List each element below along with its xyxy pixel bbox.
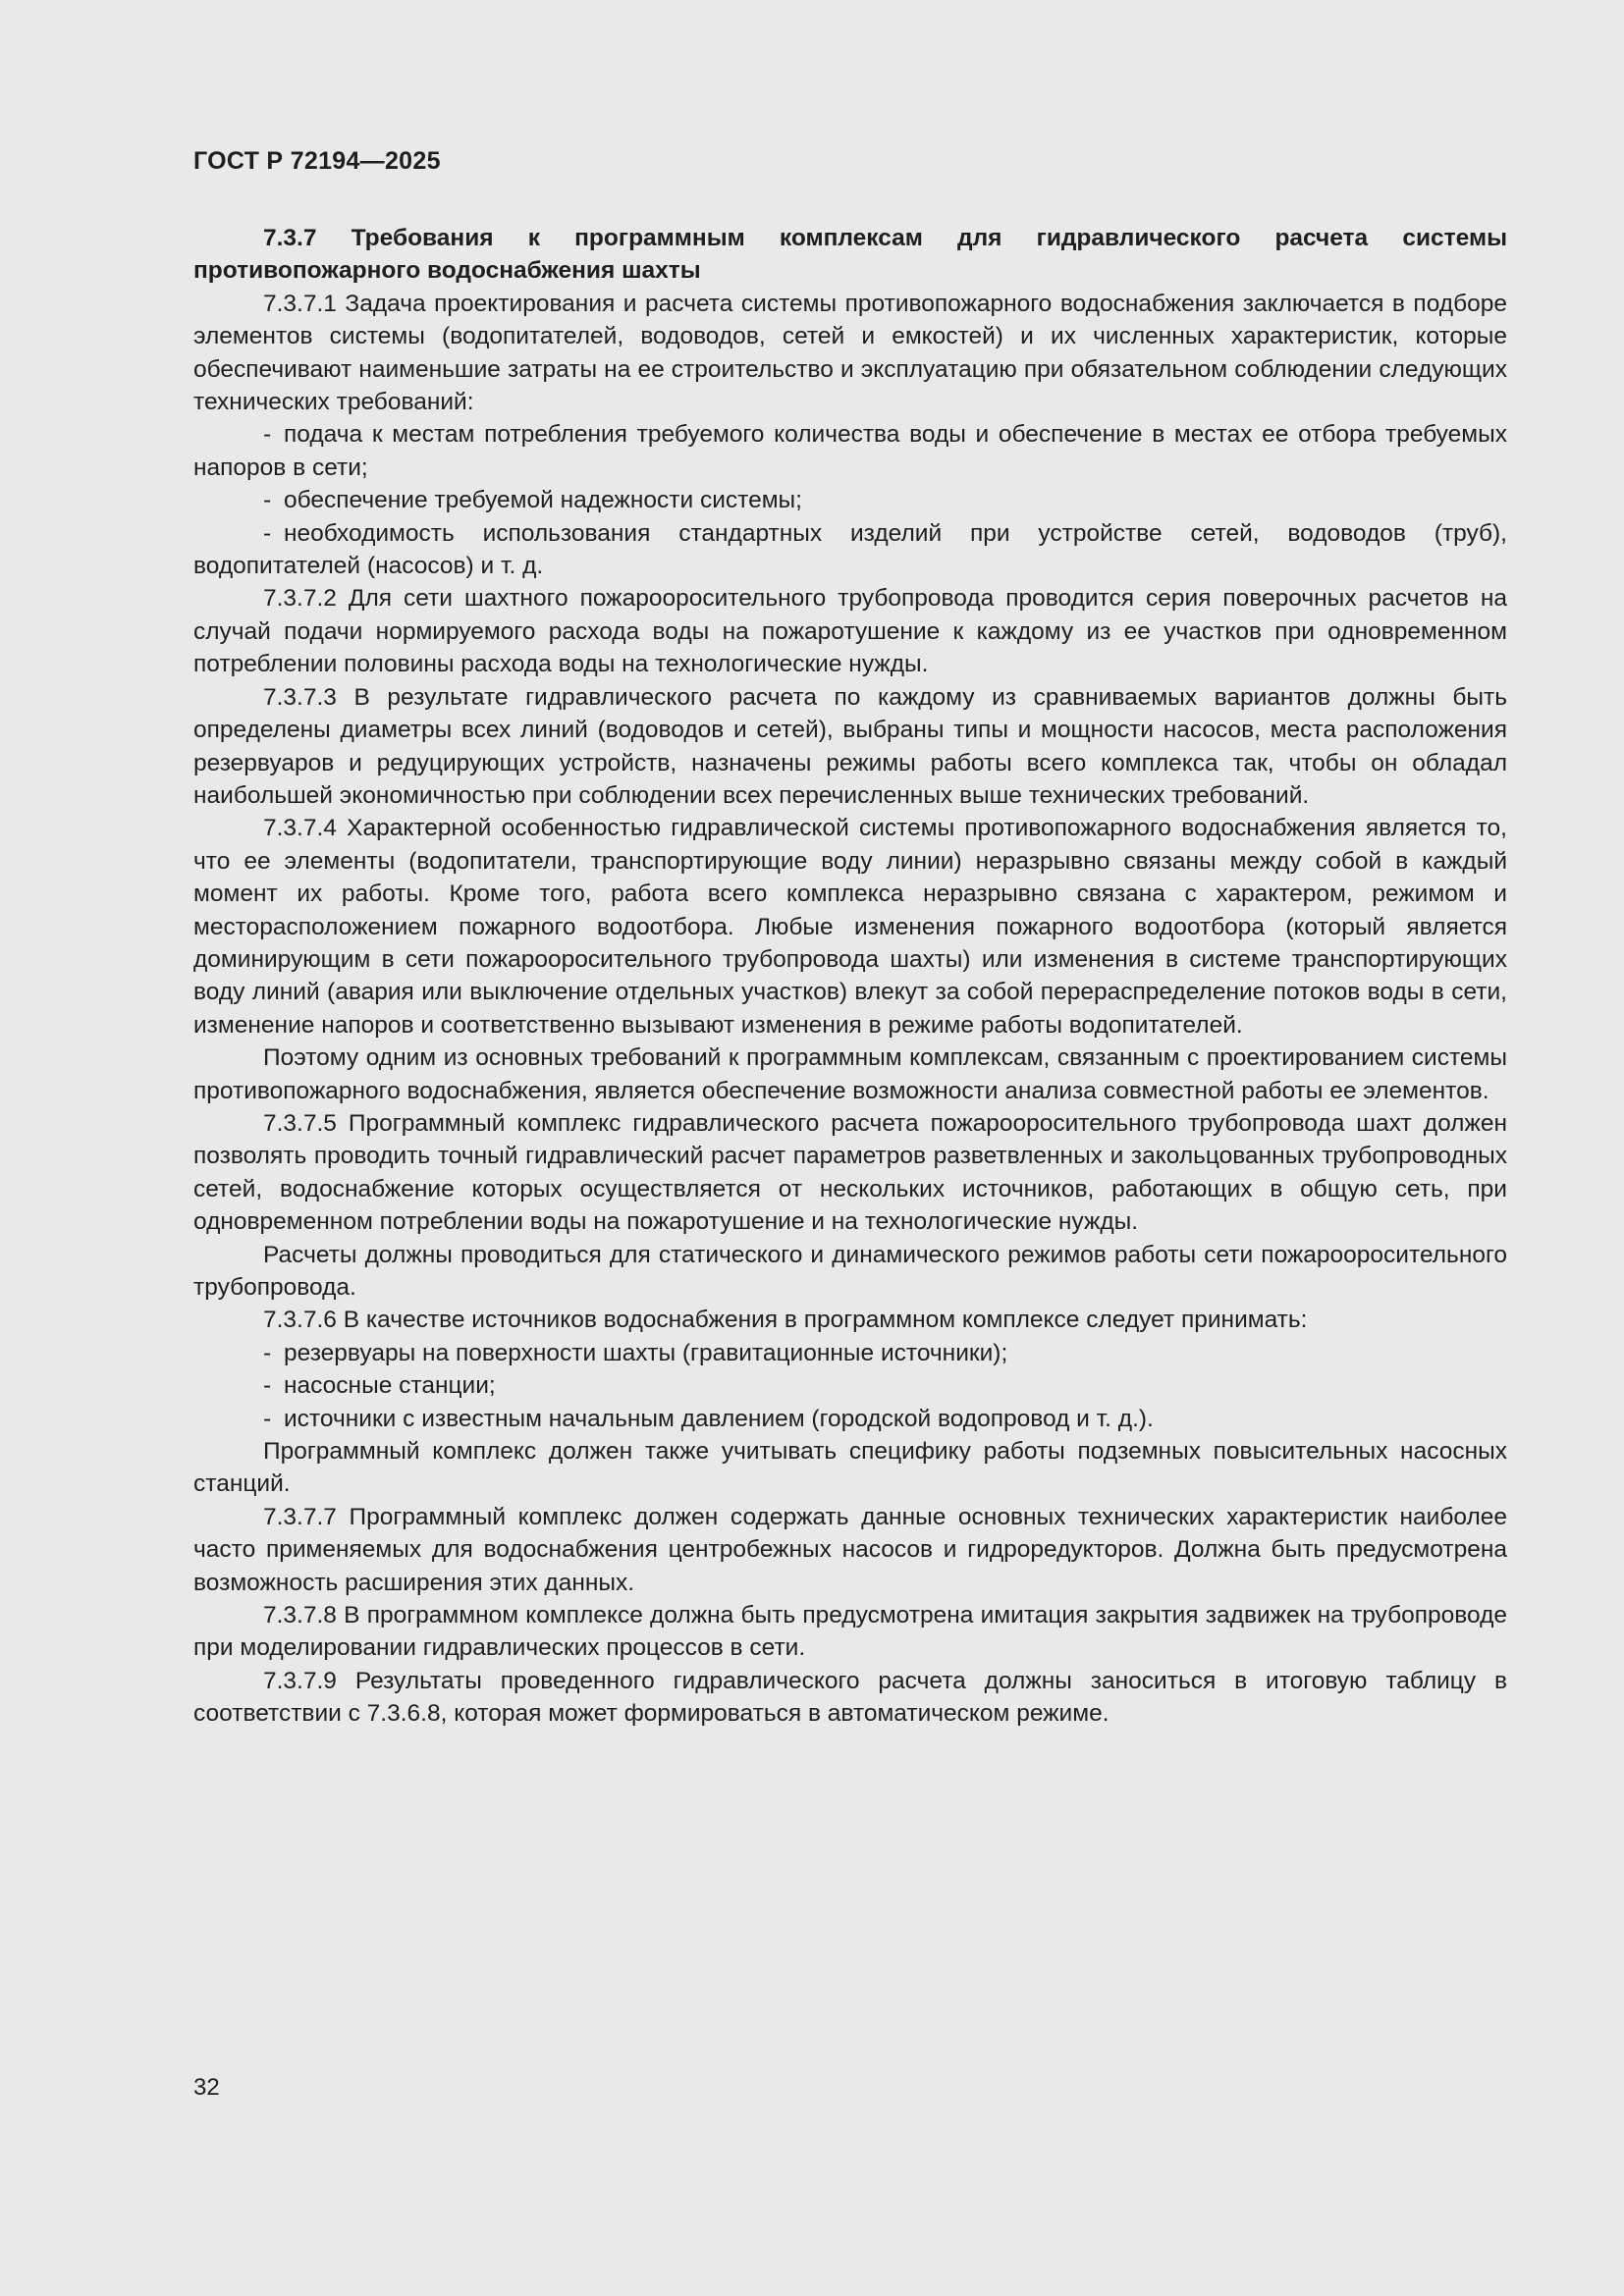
list-item-text: обеспечение требуемой надежности системы; (284, 487, 802, 514)
paragraph: 7.3.7.4 Характерной особенностью гидравлической системы противопожарного водоснабжения является то, что ее элементы (водопитатели, транспортирующие воду линии) неразрывно связаны между собой в каждый момент их работы. Кроме того, работа всего комплекса неразрывно связана с характером, режимом и месторасположением пожарного водоотбора. Любые изменения пожарного водоотбора (который является доминирующим в сети пожарооросительного трубопровода шахты) или изменения в системе транспортирующих воду линий (авария или выключение отдельных участков) влекут за собой перераспределение потоков воды в сети, изменение напоров и соответственно вызывают изменения в режиме работы водопитателей. (193, 815, 1507, 1039)
page-number: 32 (193, 2074, 220, 2101)
dash-marker: - (263, 1339, 272, 1366)
paragraph: 7.3.7.6 В качестве источников водоснабжения в программном комплексе следует принимать: (263, 1307, 1308, 1334)
document-body (193, 222, 1507, 1731)
list-item-text: подача к местам потребления требуемого количества воды и обеспечение в местах ее отбора требуемых напоров в сети; (193, 421, 1507, 481)
paragraph: 7.3.7.1 Задача проектирования и расчета системы противопожарного водоснабжения заключается в подборе элементов системы (водопитателей, водоводов, сетей и емкостей) и их численных характеристик, которые обеспечивают наименьшие затраты на ее строительство и эксплуатацию при обязательном соблюдении следующих технических требований: (193, 290, 1507, 416)
list-item-text: резервуары на поверхности шахты (гравитационные источники); (284, 1339, 1008, 1366)
list-item (193, 1369, 1507, 1402)
dash-marker: - (263, 421, 272, 449)
list-item (193, 484, 1507, 516)
paragraph: Программный комплекс должен также учитывать специфику работы подземных повысительных насосных станций. (193, 1438, 1507, 1498)
list-item (193, 1337, 1507, 1369)
list-item-text: насосные станции; (284, 1372, 496, 1400)
paragraph: 7.3.7.5 Программный комплекс гидравлического расчета пожарооросительного трубопровода шахт должен позволять проводить точный гидравлический расчет параметров разветвленных и закольцованных трубопроводных сетей, водоснабжение которых осуществляется от нескольких источников, работающих в общую сеть, при одновременном потреблении воды на пожаротушение и на технологические нужды. (193, 1109, 1507, 1236)
paragraph: 7.3.7.8 В программном комплексе должна быть предусмотрена имитация закрытия задвижек на трубопроводе при моделировании гидравлических процессов в сети. (193, 1602, 1507, 1662)
list-item-text: необходимость использования стандартных изделий при устройстве сетей, водоводов (труб), водопитателей (насосов) и т. д. (193, 519, 1507, 580)
paragraph: Поэтому одним из основных требований к программным комплексам, связанным с проектированием системы противопожарного водоснабжения, является обеспечение возможности анализа совместной работы ее элементов. (193, 1044, 1507, 1104)
list-item (193, 418, 1507, 484)
paragraph: Расчеты должны проводиться для статического и динамического режимов работы сети пожарооросительного трубопровода. (193, 1241, 1507, 1301)
paragraph: 7.3.7.7 Программный комплекс должен содержать данные основных технических характеристик наиболее часто применяемых для водоснабжения центробежных насосов и гидроредукторов. Должна быть предусмотрена возможность расширения этих данных. (193, 1503, 1507, 1596)
dash-marker: - (263, 1405, 272, 1432)
paragraph: 7.3.7.2 Для сети шахтного пожарооросительного трубопровода проводится серия поверочных расчетов на случай подачи нормируемого расхода воды на пожаротушение к каждому из ее участков при одновременном потреблении половины расхода воды на технологические нужды. (193, 585, 1507, 678)
paragraph: 7.3.7.9 Результаты проведенного гидравлического расчета должны заноситься в итоговую таблицу в соответствии с 7.3.6.8, которая может формироваться в автоматическом режиме. (193, 1667, 1507, 1728)
section-heading: 7.3.7 Требования к программным комплексам для гидравлического расчета системы противопожарного водоснабжения шахты (193, 225, 1507, 285)
list-item (193, 1403, 1507, 1435)
dash-marker: - (263, 1372, 272, 1400)
document-header: ГОСТ Р 72194—2025 (193, 147, 441, 175)
paragraph: 7.3.7.3 В результате гидравлического расчета по каждому из сравниваемых вариантов должны быть определены диаметры всех линий (водоводов и сетей), выбраны типы и мощности насосов, места расположения резервуаров и редуцирующих устройств, назначены режимы работы всего комплекса так, чтобы он обладал наибольшей экономичностью при соблюдении всех перечисленных выше технических требований. (193, 683, 1507, 809)
list-item-text: источники с известным начальным давлением (городской водопровод и т. д.). (284, 1405, 1154, 1432)
list-item (193, 517, 1507, 583)
dash-marker: - (263, 519, 272, 547)
dash-marker: - (263, 487, 272, 514)
